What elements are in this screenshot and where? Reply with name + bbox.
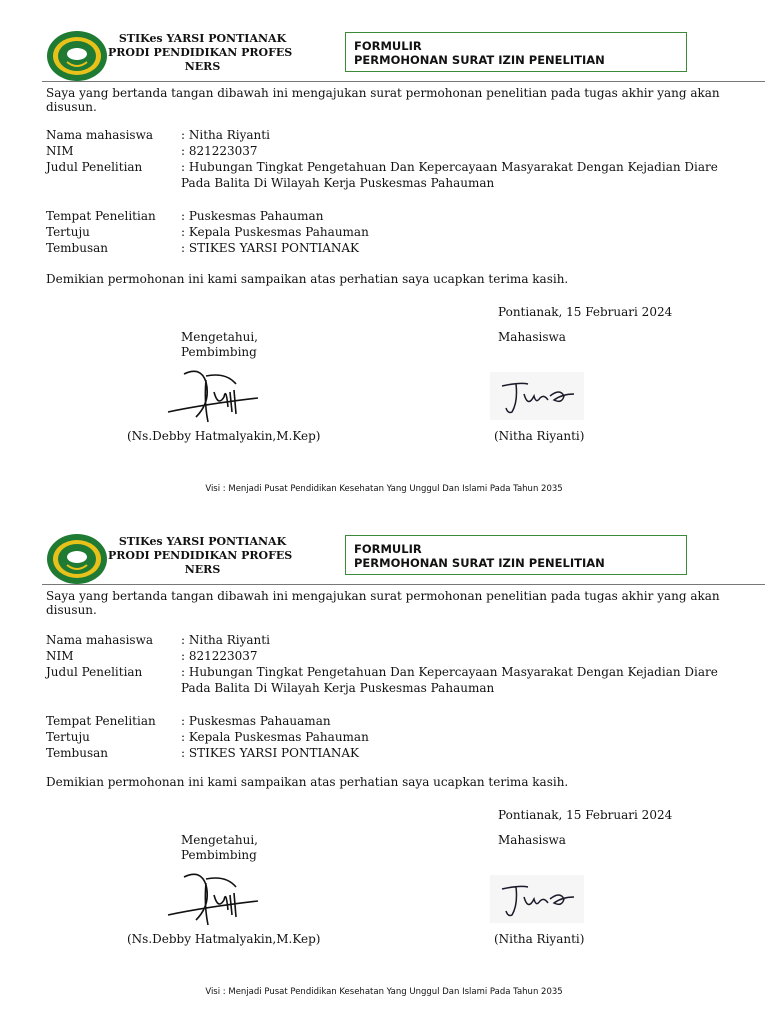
closing-paragraph: Demikian permohonan ini kami sampaikan atas perhatian saya ucapkan terima kasih. <box>46 272 569 286</box>
field-label: Tertuju <box>46 225 90 239</box>
field-value: : Kepala Puskesmas Pahauman <box>181 225 369 239</box>
field-value: : STIKES YARSI PONTIANAK <box>181 746 360 760</box>
supervisor-name: (Ns.Debby Hatmalyakin,M.Kep) <box>127 932 321 946</box>
field-label: Tembusan <box>46 746 109 760</box>
form-title-line-2: PERMOHONAN SURAT IZIN PENELITIAN <box>354 53 605 67</box>
pembimbing-label: Pembimbing <box>181 848 257 862</box>
closing-paragraph: Demikian permohonan ini kami sampaikan atas perhatian saya ucapkan terima kasih. <box>46 775 569 789</box>
field-value: : Puskesmas Pahauaman <box>181 714 331 728</box>
student-signature-icon <box>490 875 584 923</box>
field-label: Nama mahasiswa <box>46 128 153 142</box>
form-title-line-1: FORMULIR <box>354 39 422 53</box>
institution-line-2: PRODI PENDIDIKAN PROFES <box>108 549 293 562</box>
institution-line-2: PRODI PENDIDIKAN PROFES <box>108 46 293 59</box>
header-divider <box>42 584 765 585</box>
supervisor-signature-icon <box>166 362 266 430</box>
intro-paragraph: Saya yang bertanda tangan dibawah ini mengajukan surat permohonan penelitian pada tugas akhir yang akan disusun. <box>46 589 720 617</box>
institution-name <box>100 32 305 74</box>
supervisor-block <box>181 330 258 360</box>
field-value: : Puskesmas Pahauman <box>181 209 324 223</box>
request-form-2 <box>0 503 768 1013</box>
vision-footer: Visi : Menjadi Pusat Pendidikan Kesehatan Yang Unggul Dan Islami Pada Tahun 2035 <box>205 987 563 997</box>
student-name: (Nitha Riyanti) <box>494 932 585 946</box>
institution-line-3: NERS <box>184 563 221 576</box>
field-label: Nama mahasiswa <box>46 633 153 647</box>
supervisor-signature-icon <box>166 865 266 933</box>
institution-logo-icon <box>46 533 108 585</box>
field-value: : STIKES YARSI PONTIANAK <box>181 241 360 255</box>
mengetahui-label: Mengetahui, <box>181 833 258 847</box>
field-value: : 821223037 <box>181 144 258 158</box>
field-value: : Kepala Puskesmas Pahauman <box>181 730 369 744</box>
field-label: Tertuju <box>46 730 90 744</box>
request-form-1 <box>0 0 768 510</box>
field-value: : Hubungan Tingkat Pengetahuan Dan Kepercayaan Masyarakat Dengan Kejadian Diare Pada Balita Di Wilayah Kerja Puskesmas Pahauman <box>181 160 718 190</box>
field-label: NIM <box>46 649 74 663</box>
field-label: Judul Penelitian <box>46 665 143 679</box>
field-value: : 821223037 <box>181 649 258 663</box>
form-title-box <box>345 32 687 72</box>
field-value: : Nitha Riyanti <box>181 633 270 647</box>
field-label: Tempat Penelitian <box>46 714 156 728</box>
student-name: (Nitha Riyanti) <box>494 429 585 443</box>
form-title-line-1: FORMULIR <box>354 542 422 556</box>
field-label: Judul Penelitian <box>46 160 143 174</box>
field-value: : Hubungan Tingkat Pengetahuan Dan Kepercayaan Masyarakat Dengan Kejadian Diare Pada Balita Di Wilayah Kerja Puskesmas Pahauman <box>181 665 718 695</box>
field-label: NIM <box>46 144 74 158</box>
vision-footer: Visi : Menjadi Pusat Pendidikan Kesehatan Yang Unggul Dan Islami Pada Tahun 2035 <box>205 484 563 494</box>
letter-date: Pontianak, 15 Februari 2024 <box>498 808 673 822</box>
institution-line-3: NERS <box>184 60 221 73</box>
form-title-line-2: PERMOHONAN SURAT IZIN PENELITIAN <box>354 556 605 570</box>
supervisor-block <box>181 833 258 863</box>
student-signature-icon <box>490 372 584 420</box>
field-value: : Nitha Riyanti <box>181 128 270 142</box>
header-divider <box>42 81 765 82</box>
form-title-box <box>345 535 687 575</box>
student-label: Mahasiswa <box>498 330 566 344</box>
institution-line-1: STIKes YARSI PONTIANAK <box>118 535 287 548</box>
institution-name <box>100 535 305 577</box>
mengetahui-label: Mengetahui, <box>181 330 258 344</box>
supervisor-name: (Ns.Debby Hatmalyakin,M.Kep) <box>127 429 321 443</box>
field-label: Tembusan <box>46 241 109 255</box>
intro-paragraph: Saya yang bertanda tangan dibawah ini mengajukan surat permohonan penelitian pada tugas akhir yang akan disusun. <box>46 86 720 114</box>
institution-logo-icon <box>46 30 108 82</box>
institution-line-1: STIKes YARSI PONTIANAK <box>118 32 287 45</box>
pembimbing-label: Pembimbing <box>181 345 257 359</box>
student-label: Mahasiswa <box>498 833 566 847</box>
field-label: Tempat Penelitian <box>46 209 156 223</box>
letter-date: Pontianak, 15 Februari 2024 <box>498 305 673 319</box>
